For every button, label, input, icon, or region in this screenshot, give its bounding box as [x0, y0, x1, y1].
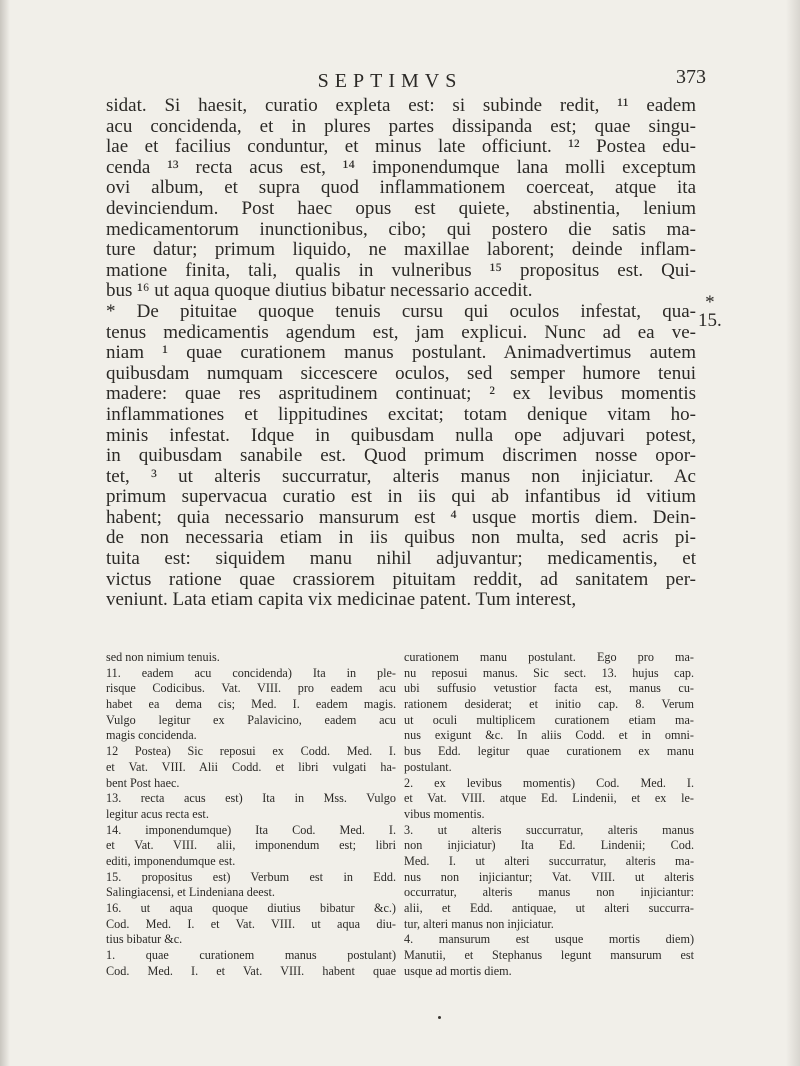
text-line: Salingiacensi, et Lindeniana deest.: [106, 885, 275, 900]
section-marker-number: 15.: [698, 310, 722, 331]
text-line: lae et facilius conduntur, et minus late officiunt. ¹² Postea edu-: [106, 137, 696, 158]
text-line: ut oculi multiplicem curationem etiam ma-: [404, 712, 694, 727]
text-line: 15. propositus est) Verbum est in Edd.: [106, 869, 396, 884]
text-line: cenda ¹³ recta acus est, ¹⁴ imponendumque lana molli exceptum: [106, 157, 696, 178]
text-line: 1. quae curationem manus postulant): [106, 948, 396, 963]
text-line: nu reposui manus. Sic sect. 13. hujus cap.: [404, 665, 694, 680]
text-line: tet, ³ ut alteris succurratur, alteris manus non injiciatur. Ac: [106, 466, 696, 487]
text-line: acu concidenda, et in plures partes dissipanda est; quae singu-: [106, 116, 696, 137]
gutter-shadow: [0, 0, 10, 1066]
text-line: vibus momentis.: [404, 806, 485, 821]
text-line: 4. mansurum est usque mortis diem): [404, 932, 694, 947]
footnotes-left-column: [106, 650, 396, 979]
text-line: editi, imponendumque est.: [106, 853, 236, 868]
running-head: SEPTIMVS: [317, 70, 463, 92]
text-line: veniunt. Lata etiam capita vix medicinae patent. Tum interest,: [106, 590, 577, 611]
footer-dot-ornament: [438, 1016, 441, 1019]
text-line: sed non nimium tenuis.: [106, 650, 220, 664]
footnotes-right-column: [404, 650, 694, 979]
text-line: Med. I. ut alteri succurratur, alteris ma-: [404, 853, 694, 868]
text-line: 13. recta acus est) Ita in Mss. Vulgo: [106, 791, 396, 806]
text-line: 3. ut alteris succurratur, alteris manus: [404, 822, 694, 837]
text-line: 14. imponendumque) Ita Cod. Med. I.: [106, 822, 396, 837]
section-marker: [698, 294, 722, 330]
page-number: 373: [676, 66, 706, 88]
text-line: magis concidenda.: [106, 728, 197, 743]
text-line: medicamentorum inunctionibus, cibo; qui postero die satis ma-: [106, 219, 696, 240]
text-line: alii, et Edd. antiquae, ut alteri succurra-: [404, 901, 694, 915]
text-line: de non necessaria etiam in iis quibus non multa, sed acris pi-: [106, 528, 696, 549]
text-line: victus ratione quae crassiorem pituitam reddit, ad sanitatem per-: [106, 569, 696, 590]
page-header: [110, 66, 710, 96]
text-line: et Vat. VIII. alii, imponendum est; libri: [106, 838, 396, 853]
text-line: madere: quae res aspritudinem continuat; ² ex levibus momentis: [106, 384, 696, 405]
text-line: et Vat. VIII. atque Ed. Lindenii, et ex le-: [404, 791, 694, 806]
text-line: ovi album, et supra quod inflammationem coerceat, atque ita: [106, 178, 696, 199]
text-line: 11. eadem acu concidenda) Ita in ple-: [106, 665, 396, 680]
text-line: 12 Postea) Sic reposui ex Codd. Med. I.: [106, 744, 396, 759]
text-line: inflammationes et lippitudines excitat; totam denique vitam ho-: [106, 404, 696, 425]
text-line: bus ¹⁶ ut aqua quoque diutius bibatur necessario accedit.: [106, 281, 533, 302]
text-line: et Vat. VIII. Alii Codd. et libri vulgati ha-: [106, 759, 396, 774]
text-line: bus Edd. legitur quae curationem ex manu: [404, 744, 694, 759]
text-line: habent; quia necessario mansurum est ⁴ usque mortis diem. Dein-: [106, 507, 696, 528]
text-line: usque ad mortis diem.: [404, 963, 512, 978]
text-line: quibusdam numquam siccescere oculos, sed semper humore tenui: [106, 363, 696, 384]
text-line: ture datur; primum liquido, ne maxillae laborent; deinde inflam-: [106, 240, 696, 261]
text-line: tius bibatur &c.: [106, 932, 183, 947]
text-line: curationem manu postulant. Ego pro ma-: [404, 650, 694, 664]
text-line: tenus medicamentis agendum est, jam explicui. Nunc ad ea ve-: [106, 322, 696, 343]
text-line: Manutii, et Stephanus legunt mansurum est: [404, 948, 694, 963]
text-line: minis infestat. Idque in quibusdam nulla ope adjuvari potest,: [106, 425, 696, 446]
text-line: postulant.: [404, 759, 452, 774]
text-line: devinciendum. Post haec opus est quiete, abstinentia, lenium: [106, 198, 696, 219]
text-line: risque Codicibus. Vat. VIII. pro eadem acu: [106, 681, 396, 696]
text-line: Cod. Med. I. et Vat. VIII. habent quae: [106, 963, 396, 978]
section-marker-star: *: [705, 292, 715, 313]
text-line: legitur acus recta est.: [106, 806, 209, 821]
main-text-block: [106, 96, 696, 611]
text-line: occurratur, alteris manus non injiciantur:: [404, 885, 694, 900]
text-line: primum supervacua curatio est in iis qui ab infantibus id vitium: [106, 487, 696, 508]
text-line: nus exigunt &c. In aliis Codd. et in omni-: [404, 728, 694, 743]
text-line: tur, alteri manus non injiciatur.: [404, 916, 554, 931]
text-line: ubi suffusio vetustior facta est, manus cu-: [404, 681, 694, 696]
text-line: matione finita, tali, qualis in vulneribus ¹⁵ propositus est. Qui-: [106, 260, 696, 281]
text-line: niam ¹ quae curationem manus postulant. Animadvertimus autem: [106, 343, 696, 364]
text-line: Vulgo legitur ex Palavicino, eadem acu: [106, 712, 396, 727]
text-line: bent Post haec.: [106, 775, 180, 790]
text-line: 2. ex levibus momentis) Cod. Med. I.: [404, 775, 694, 790]
page-edge-shadow: [786, 0, 800, 1066]
text-line: rationem desiderat; et initio cap. 8. Verum: [404, 697, 694, 712]
text-line: in quibusdam sanabile est. Quod primum discrimen nosse opor-: [106, 446, 696, 467]
text-line: sidat. Si haesit, curatio expleta est: si subinde redit, ¹¹ eadem: [106, 96, 696, 116]
text-line: nus non injiciantur; Vat. VIII. ut alteris: [404, 869, 694, 884]
text-line: 16. ut aqua quoque diutius bibatur &c.): [106, 901, 396, 915]
text-line: Cod. Med. I. et Vat. VIII. ut aqua diu-: [106, 916, 396, 931]
text-line: habet ea dema cis; Med. I. eadem magis.: [106, 697, 396, 712]
text-line: non injiciatur) Ita Ed. Lindenii; Cod.: [404, 838, 694, 853]
text-line: tuita est: siquidem manu nihil adjuvantur; medicamentis, et: [106, 549, 696, 570]
text-line: * De pituitae quoque tenuis cursu qui oculos infestat, qua-: [106, 301, 696, 322]
